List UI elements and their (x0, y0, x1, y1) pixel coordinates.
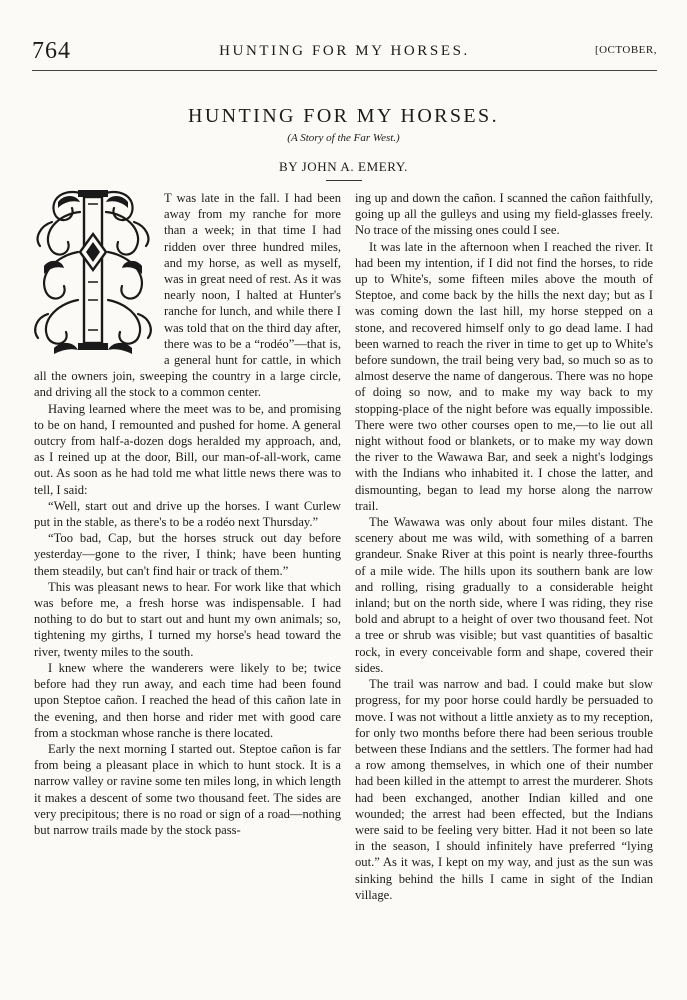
paragraph: The trail was narrow and bad. I could make but slow progress, for my poor horse could hardly be persuaded to move. I was not without a little anxiety as to my reception, for only two months before there had been serious trouble between these Indians and the settlers. The former had had a row among themselves, in which one of their number had been killed in the attempt to arrest the murderer. Shots had been exchanged, another Indian killed and one wounded; the arrest had been effected, but the Indians were said to be feeling very bitter. Had it not been so late in the season, I should infinitely have preferred “lying out.” As it was, I kept on my way, and just as the sun was sinking behind the hills I came in sight of the Indian village. (355, 677, 653, 902)
paragraph: It was late in the afternoon when I reached the river. It had been my intention, if I did not find the horses, to ride up to White's, some fifteen miles above the mouth of Steptoe, and come back by the hills the next day; but as I was coming down the last hill, my horse stepped on a stone, and recovered himself only to go dead lame. I had been warned to reach the river in time to get up to White's before sundown, the trail being very bad, so much so as to almost deserve the name of dangerous. There was no hope of doing so now, and to make my way back to my stopping-place of the night before was equally impossible. There were two other courses open to me,—to lie out all night without food or blankets, or to make my way down the river to the Wawawa Bar, and seek a night's lodgings with the Indians who inhabited it. I chose the latter, and dismounting, began to lead my horse along the narrow trail. (355, 239, 653, 513)
paragraph: ing up and down the cañon. I scanned the cañon faithfully, going up all the gulleys and using my field-glasses freely. No trace of the missing ones could I see. (355, 191, 653, 238)
ornamental-drop-cap (28, 182, 158, 358)
running-header (32, 38, 657, 71)
paragraph: Early the next morning I started out. Steptoe cañon is far from being a pleasant place in which to hunt stock. It is a narrow valley or ravine some ten miles long, in which length it makes a descent of some two thousand feet. The sides are very precipitous; there is no road or sign of a road—nothing but narrow trails made by the stock pass- (34, 741, 341, 837)
paragraph: The Wawawa was only about four miles distant. The scenery about me was wild, with something of a barren grandeur. Snake River at this point is nearly three-fourths of a mile wide. The hills upon its southern bank are low and rolling, rising gradually to a considerable height inland; but on the north side, where I was riding, they rise bold and abrupt to a height of over two thousand feet. Not a tree or shrub was visible; but vast quantities of basaltic rock, in every conceivable form and shape, covered their sides. (355, 515, 653, 675)
right-column (355, 190, 653, 903)
paragraph: I knew where the wanderers were likely to be; twice before had they run away, and each time had been found upon Steptoe cañon. I reached the head of this cañon late in the evening, and then horse and rider met with good care from a stockman whose ranche is there located. (34, 660, 341, 740)
byline-rule (326, 180, 362, 181)
issue-month: [OCTOBER, (594, 44, 657, 56)
running-title: HUNTING FOR MY HORSES. (219, 43, 470, 59)
page-number: 764 (32, 38, 71, 64)
left-column (34, 190, 341, 838)
paragraph: This was pleasant news to hear. For work like that which was before me, a fresh horse was indispensable. I had nothing to do but to start out and hunt my own animals; so, tightening my girths, I turned my horse's head toward the river, twenty miles to the south. (34, 579, 341, 659)
article-byline: BY JOHN A. EMERY. (278, 159, 409, 174)
article-subtitle: (A Story of the Far West.) (287, 132, 400, 144)
paragraph: “Too bad, Cap, but the horses struck out day before yesterday—gone to the river, I think; have been hunting them steadily, but can't find hair or track of them.” (34, 531, 341, 578)
paragraph: Having learned where the meet was to be, and promising to be on hand, I remounted and pushed for home. A general outcry from half-a-dozen dogs heralded my approach, and, as I reined up at the door, Bill, our man-of-all-work, came out. As soon as he had told me what little news there was to tell, I said: (34, 401, 341, 497)
article-title: HUNTING FOR MY HORSES. (188, 105, 499, 127)
paragraph: T was late in the fall. I had been away from my ranche for more than a week; in that time I had ridden over three hundred miles, and my horse, as well as myself, was in great need of rest. As it was nearly noon, I halted at Hunter's ranche for lunch, and while there I was told that on the third day after, there was to be a “rodéo”—that is, a general hunt for cattle, in which all the owners join, sweeping the country in a large circle, and driving all the stock to a common center. (34, 191, 341, 400)
drop-cap-i-icon (28, 182, 158, 358)
paragraph: “Well, start out and drive up the horses. I want Curlew put in the stable, as there's to be a rodéo next Thursday.” (34, 498, 341, 530)
article-heading (40, 104, 647, 181)
